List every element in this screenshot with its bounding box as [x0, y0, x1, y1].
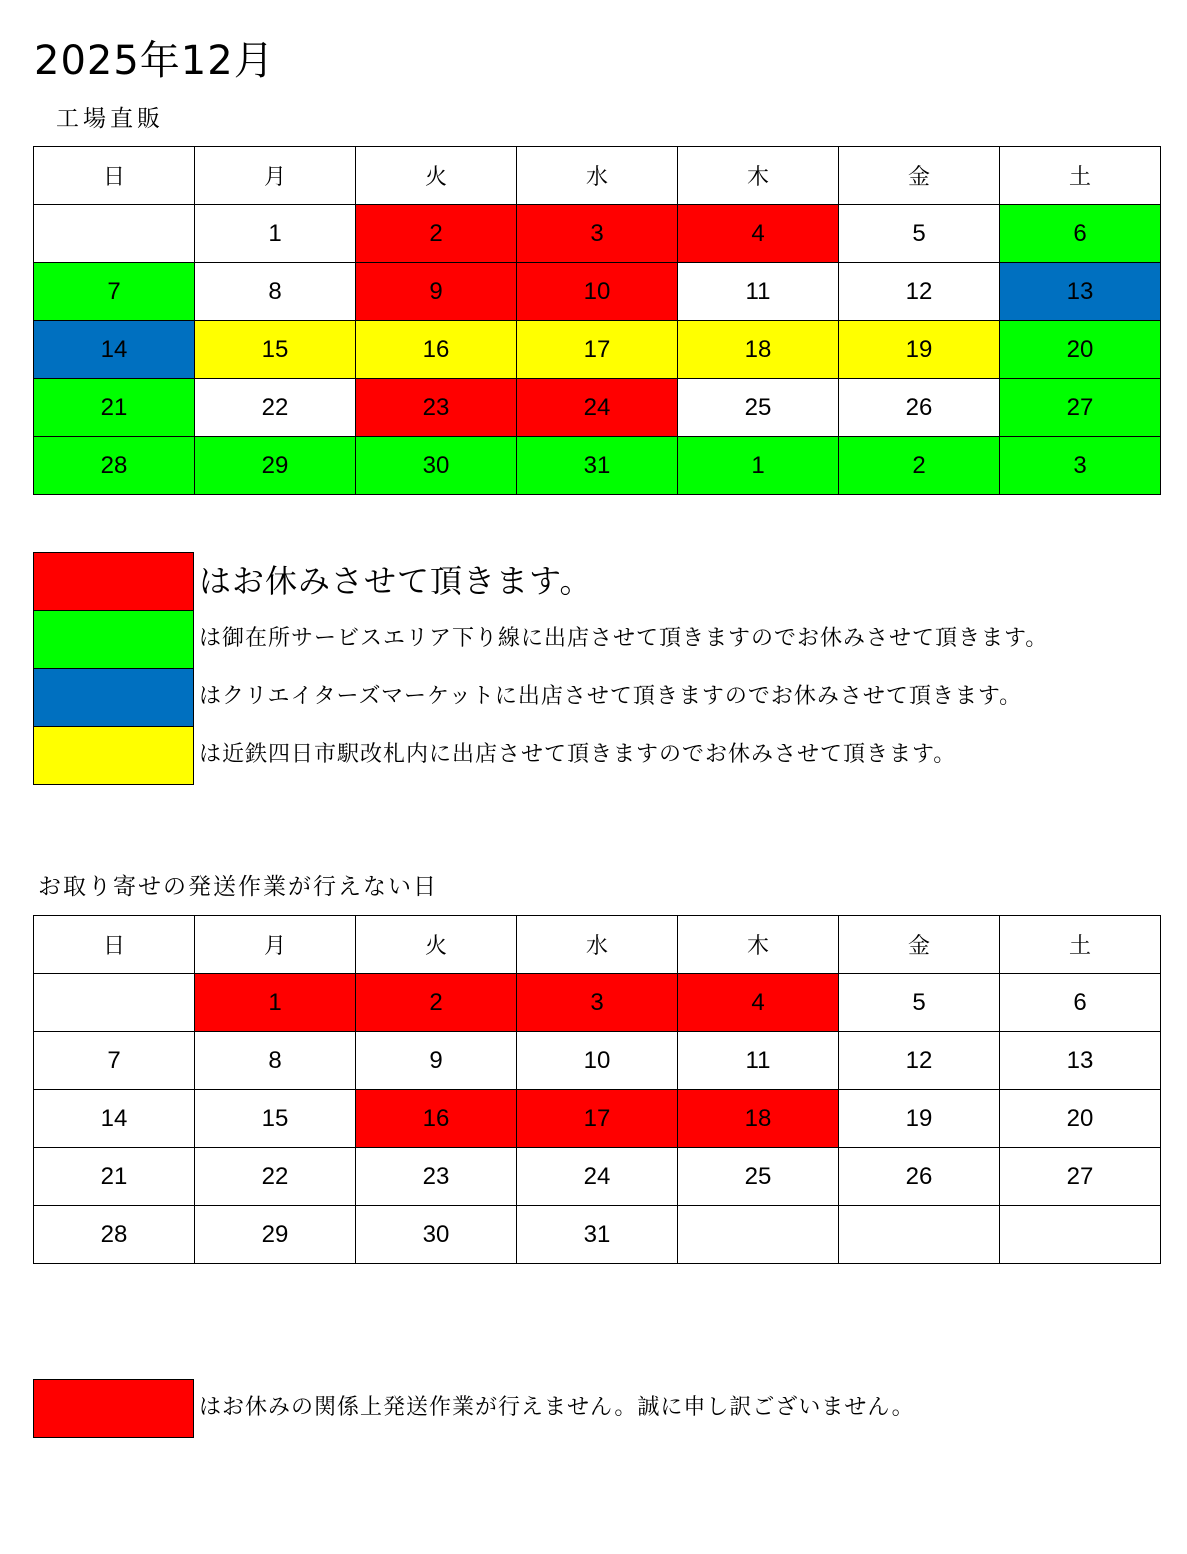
- day-cell: 26: [839, 379, 1000, 437]
- weekday-thu: 木: [678, 916, 839, 974]
- day-cell: 7: [34, 1032, 195, 1090]
- legend-text-creators: はクリエイターズマーケットに出店させて頂きますのでお休みさせて頂きます。: [199, 684, 1023, 709]
- day-cell: [678, 1206, 839, 1264]
- week-row: [34, 974, 1161, 1032]
- day-cell: 22: [195, 379, 356, 437]
- weekday-tue: 火: [356, 916, 517, 974]
- day-cell: 1: [195, 205, 356, 263]
- weekday-sat: 土: [1000, 916, 1161, 974]
- day-cell: 29: [195, 437, 356, 495]
- legend-text-closed: はお休みさせて頂きます。: [199, 562, 593, 600]
- shipping-calendar: [33, 915, 1161, 1264]
- day-cell: 19: [839, 1090, 1000, 1148]
- shipping-heading: お取り寄せの発送作業が行えない日: [38, 874, 438, 900]
- day-cell: 21: [34, 1148, 195, 1206]
- day-cell: 28: [34, 1206, 195, 1264]
- day-cell: 11: [678, 1032, 839, 1090]
- weekday-fri: 金: [839, 147, 1000, 205]
- week-row: [34, 1032, 1161, 1090]
- weekday-sun: 日: [34, 916, 195, 974]
- day-cell: 10: [517, 263, 678, 321]
- day-cell: 2: [356, 205, 517, 263]
- day-cell: 16: [356, 1090, 517, 1148]
- weekday-sun: 日: [34, 147, 195, 205]
- day-cell: 6: [1000, 205, 1161, 263]
- legend-swatch-kintetsu: [33, 726, 194, 785]
- week-row: [34, 263, 1161, 321]
- day-cell: 3: [517, 205, 678, 263]
- day-cell: 18: [678, 1090, 839, 1148]
- factory-sales-weeks: [34, 205, 1161, 495]
- day-cell: 29: [195, 1206, 356, 1264]
- day-cell: 24: [517, 1148, 678, 1206]
- day-cell: 17: [517, 1090, 678, 1148]
- day-cell: 27: [1000, 379, 1161, 437]
- day-cell: 25: [678, 379, 839, 437]
- day-cell: 5: [839, 205, 1000, 263]
- day-cell: [1000, 1206, 1161, 1264]
- day-cell: 1: [678, 437, 839, 495]
- weekday-fri: 金: [839, 916, 1000, 974]
- day-cell: 8: [195, 263, 356, 321]
- legend-swatch-closed: [33, 552, 194, 610]
- day-cell: 1: [195, 974, 356, 1032]
- day-cell: 21: [34, 379, 195, 437]
- day-cell: 23: [356, 379, 517, 437]
- day-cell: 24: [517, 379, 678, 437]
- week-row: [34, 437, 1161, 495]
- day-cell: 12: [839, 1032, 1000, 1090]
- day-cell: 17: [517, 321, 678, 379]
- week-row: [34, 1090, 1161, 1148]
- day-cell: [34, 974, 195, 1032]
- day-cell: 6: [1000, 974, 1161, 1032]
- week-row: [34, 1148, 1161, 1206]
- weekday-wed: 水: [517, 147, 678, 205]
- day-cell: 5: [839, 974, 1000, 1032]
- day-cell: [34, 205, 195, 263]
- day-cell: 20: [1000, 1090, 1161, 1148]
- day-cell: 14: [34, 1090, 195, 1148]
- day-cell: 30: [356, 1206, 517, 1264]
- day-cell: 2: [356, 974, 517, 1032]
- day-cell: 28: [34, 437, 195, 495]
- day-cell: 15: [195, 1090, 356, 1148]
- day-cell: 9: [356, 1032, 517, 1090]
- weekday-thu: 木: [678, 147, 839, 205]
- day-cell: 8: [195, 1032, 356, 1090]
- weekday-wed: 水: [517, 916, 678, 974]
- day-cell: 3: [1000, 437, 1161, 495]
- weekday-tue: 火: [356, 147, 517, 205]
- day-cell: 13: [1000, 263, 1161, 321]
- week-row: [34, 205, 1161, 263]
- legend-swatch-creators: [33, 668, 194, 726]
- day-cell: 23: [356, 1148, 517, 1206]
- shipping-weeks: [34, 974, 1161, 1264]
- day-cell: 20: [1000, 321, 1161, 379]
- day-cell: 15: [195, 321, 356, 379]
- day-cell: 22: [195, 1148, 356, 1206]
- day-cell: 4: [678, 205, 839, 263]
- day-cell: 25: [678, 1148, 839, 1206]
- legend-text-shipping-closed: はお休みの関係上発送作業が行えません。誠に申し訳ございません。: [199, 1395, 915, 1420]
- day-cell: 26: [839, 1148, 1000, 1206]
- weekday-mon: 月: [195, 916, 356, 974]
- day-cell: 4: [678, 974, 839, 1032]
- weekday-mon: 月: [195, 147, 356, 205]
- day-cell: 2: [839, 437, 1000, 495]
- legend-swatch-shipping-closed: [33, 1379, 194, 1438]
- page-title: 2025年12月: [34, 38, 275, 84]
- day-cell: 9: [356, 263, 517, 321]
- weekday-header-row: [34, 916, 1161, 974]
- day-cell: 19: [839, 321, 1000, 379]
- day-cell: 13: [1000, 1032, 1161, 1090]
- day-cell: 14: [34, 321, 195, 379]
- week-row: [34, 379, 1161, 437]
- day-cell: 16: [356, 321, 517, 379]
- day-cell: 3: [517, 974, 678, 1032]
- day-cell: 31: [517, 437, 678, 495]
- day-cell: 18: [678, 321, 839, 379]
- legend-text-kintetsu: は近鉄四日市駅改札内に出店させて頂きますのでお休みさせて頂きます。: [199, 742, 957, 767]
- day-cell: 10: [517, 1032, 678, 1090]
- factory-sales-calendar: [33, 146, 1161, 495]
- day-cell: 30: [356, 437, 517, 495]
- weekday-header-row: [34, 147, 1161, 205]
- day-cell: [839, 1206, 1000, 1264]
- day-cell: 27: [1000, 1148, 1161, 1206]
- day-cell: 31: [517, 1206, 678, 1264]
- day-cell: 7: [34, 263, 195, 321]
- week-row: [34, 321, 1161, 379]
- week-row: [34, 1206, 1161, 1264]
- day-cell: 12: [839, 263, 1000, 321]
- legend-swatch-gozaisho: [33, 610, 194, 668]
- weekday-sat: 土: [1000, 147, 1161, 205]
- factory-sales-heading: 工場直販: [56, 106, 164, 132]
- day-cell: 11: [678, 263, 839, 321]
- legend-text-gozaisho: は御在所サービスエリア下り線に出店させて頂きますのでお休みさせて頂きます。: [199, 626, 1049, 651]
